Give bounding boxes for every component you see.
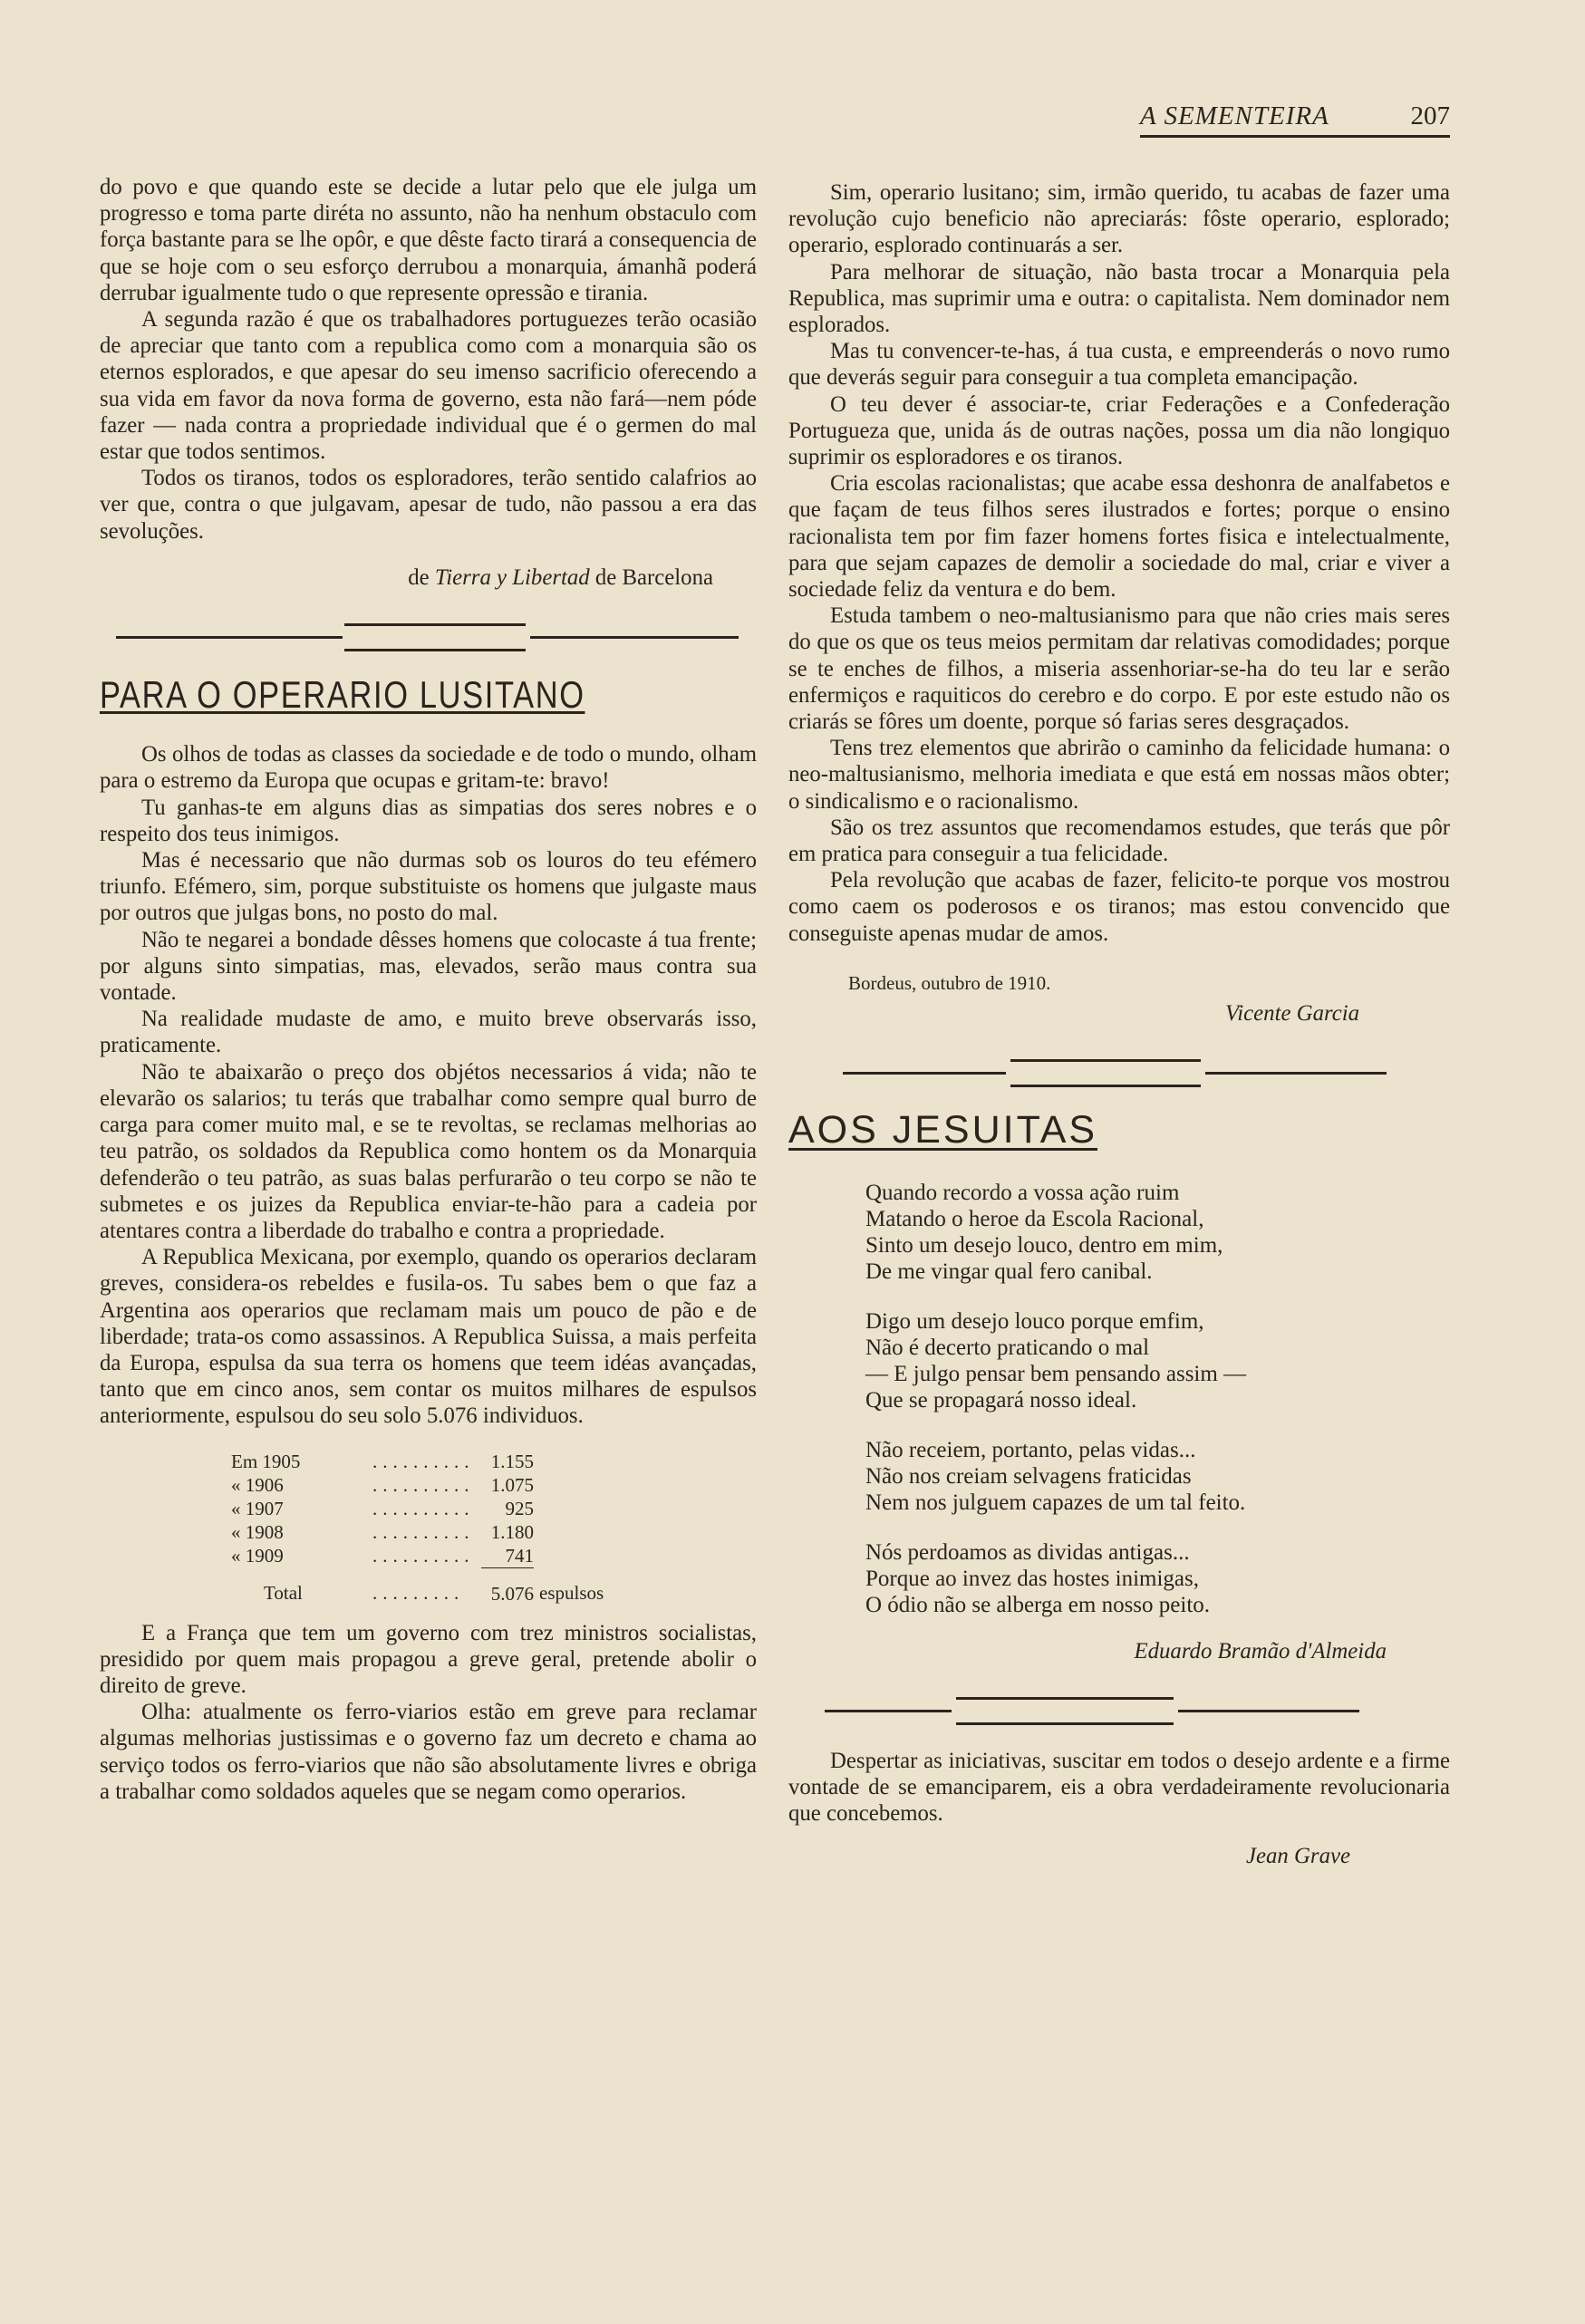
table-row: « 1907 .......... 925 (231, 1497, 534, 1519)
table-total-row: Total ......... 5.076 espulsos (264, 1582, 604, 1605)
article-paragraph: São os trez assuntos que recomendamos estudes, que terás que pôr em pratica para conseguir a tua felicidade. (788, 815, 1450, 867)
article-paragraph: Não te negarei a bondade dêsses homens que colocaste á tua frente; por alguns sinto simpatias, mas, elevados, serão maus contra sua vontade. (100, 927, 757, 1006)
source-credit: de Tierra y Libertad de Barcelona (408, 564, 713, 590)
quote-text: Despertar as iniciativas, suscitar em todos o desejo ardente e a firme vontade de se emanciparem, eis a obra verdadeiramente revolucionaria que concebemos. (788, 1748, 1450, 1827)
section-divider (788, 1056, 1450, 1092)
article-paragraph: Pela revolução que acabas de fazer, felicito-te porque vos mostrou como caem os poderosos e os tiranos; mas estou convencido que conseguiste apenas mudar de amos. (788, 868, 1450, 946)
closing-quote (788, 1748, 1450, 1827)
right-column (788, 179, 1450, 1870)
left-column (100, 174, 757, 1805)
source-name: Tierra y Libertad (434, 564, 590, 590)
article-paragraph: Tu ganhas-te em alguns dias as simpatias dos seres nobres e o respeito dos teus inimigos. (100, 795, 757, 846)
section-divider (788, 1693, 1450, 1730)
article-paragraph: Os olhos de todas as classes da sociedade e de todo o mundo, olham para o estremo da Europa que ocupas e gritam-te: bravo! (100, 742, 757, 794)
expulsion-stats-table (231, 1450, 604, 1606)
article-paragraph: O teu dever é associar-te, criar Federações e a Confederação Portugueza que, unida ás de outras nações, possa um dia não longiquo suprimir os esploradores e os tiranos. (788, 391, 1450, 470)
page-number: 207 (1410, 101, 1450, 130)
table-row: « 1909 .......... 741 (231, 1544, 534, 1567)
article-paragraph: E a França que tem um governo com trez ministros socialistas, presidido por quem mais propagou a greve geral, pretende abolir o direito de greve. (100, 1620, 757, 1698)
article-paragraph: Olha: atualmente os ferro-viarios estão em greve para reclamar algumas melhorias justissimas e o governo faz um decreto e chama ao serviço todos os ferro-viarios que não são absolutamente livres e obriga a trabalhar como soldados aqueles que se negam como operarios. (100, 1700, 757, 1804)
table-row: Em 1905 .......... 1.155 (231, 1450, 534, 1472)
article-paragraph: Mas é necessario que não durmas sob os louros do teu efémero triunfo. Efémero, sim, porque substituiste os homens que julgaste maus por outros que julgas bons, no posto do mal. (100, 848, 757, 926)
poem-stanza: Nós perdoamos as dividas antigas... Porque ao invez das hostes inimigas, O ódio não se alberga em nosso peito. (865, 1539, 1211, 1617)
poem-stanza: Não receiem, portanto, pelas vidas... Não nos creiam selvagens fraticidas Nem nos julguem capazes de um tal feito. (865, 1437, 1246, 1515)
article-author: Vicente Garcia (1224, 1001, 1359, 1027)
poem-stanza: Digo um desejo louco porque emfim, Não é decerto praticando o mal — E julgo pensar bem pensando assim — Que se propagará nosso ideal. (865, 1308, 1247, 1413)
article-paragraph: A Republica Mexicana, por exemplo, quando os operarios declaram greves, considera-os rebeldes e fusila-os. Tu sabes bem o que faz a Argentina aos operarios que reclamam mais um pouco de pão e de liberdade; trata-os como assassinos. A Republica Suissa, a mais perfeita da Europa, espulsa da sua terra os homens que teem idéas avançadas, tanto que em cinco anos, sem contar os muitos milhares de espulsos anteriormente, espulsou do seu solo 5.076 individuos. (100, 1245, 757, 1429)
dateline: Bordeus, outubro de 1910. (848, 971, 1051, 994)
running-header (1140, 101, 1450, 138)
poem (865, 1180, 1450, 1618)
poem-title: AOS JESUITAS (788, 1108, 1098, 1152)
article-title: PARA O OPERARIO LUSITANO (100, 673, 585, 717)
journal-title: A SEMENTEIRA (1140, 101, 1329, 130)
intro-paragraph: A segunda razão é que os trabalhadores portuguezes terão ocasião de apreciar que tanto com a republica como com a monarquia são os eternos esplorados, e que apesar do seu imenso sacrificio oferecendo a sua vida em favor da nova forma de governo, esta não fará—nem póde fazer — nada contra a propriedade individual que é o germen do mal estar que todos sentimos. (100, 307, 757, 465)
article-paragraph: Não te abaixarão o preço dos objétos necessarios á vida; não te elevarão os salarios; tu terás que trabalhar como sempre qual burro de carga para comer muito mal, e se te revoltas, se reclamas melhorias ao teu patrão, os soldados da Republica como hontem os da Monarquia defenderão o teu patrão, as suas balas perfurarão o teu corpo se não te submetes e os juizes da Republica enviar-te-hão para a cadeia por atentares contra a liberdade do trabalho e contra a propriedade. (100, 1059, 757, 1243)
poem-stanza: Quando recordo a vossa ação ruim Matando o heroe da Escola Racional, Sinto um desejo louco, dentro em mim, De me vingar qual fero canibal. (865, 1180, 1223, 1284)
article-paragraph: Sim, operario lusitano; sim, irmão querido, tu acabas de fazer uma revolução cujo beneficio não apreciarás: fôste operario, esplorado; operario, esplorado continuarás a ser. (788, 180, 1450, 258)
table-row: « 1906 .......... 1.075 (231, 1473, 534, 1496)
article-paragraph: Cria escolas racionalistas; que acabe essa deshonra de analfabetos e que façam de teus filhos seres ilustrados e fortes; porque o ensino racionalista tem por fim fazer homens fortes fisica e intelectualmente, para que sejam capazes de demolir a sociedade do mal, criar e viver a sociedade feliz da ventura e do bem. (788, 471, 1450, 603)
poem-author: Eduardo Bramão d'Almeida (1134, 1638, 1387, 1663)
intro-paragraph: do povo e que quando este se decide a lutar pelo que ele julga um progresso e toma parte diréta no assunto, não ha nenhum obstaculo com força bastante para se lhe opôr, e que dêste facto tirará a consequencia de que se hoje com o seu esforço derrubou a monarquia, ámanhã poderá derrubar igualmente tudo o que represente opressão e tirania. (100, 175, 757, 305)
article-paragraph: Tens trez elementos que abrirão o caminho da felicidade humana: o neo-maltusianismo, melhoria imediata e que está em nossas mãos obter; o sindicalismo e o racionalismo. (788, 736, 1450, 814)
intro-paragraph: Todos os tiranos, todos os esploradores, terão sentido calafrios ao ver que, contra o que julgavam, apesar de tudo, não passou a era das sevoluções. (100, 466, 757, 544)
article-paragraph: Para melhorar de situação, não basta trocar a Monarquia pela Republica, mas suprimir uma e outra: o capitalista. Nem dominador nem esplorados. (788, 259, 1450, 338)
table-row: « 1908 .......... 1.180 (231, 1520, 534, 1543)
section-divider (100, 620, 757, 656)
article-paragraph: Na realidade mudaste de amo, e muito breve observarás isso, praticamente. (100, 1007, 757, 1058)
article-paragraph: Estuda tambem o neo-maltusianismo para que não cries mais seres do que os que os teus meios permitam dar relativas comodidades; porque se te enches de filhos, a miseria assenhoriar-se-ha do teu lar e serão enfermiços e raquiticos do cerebro e do corpo. E por este estudo não os criarás se fôres um doente, porque só farias seres desgraçados. (788, 603, 1450, 735)
article-paragraph: Mas tu convencer-te-has, á tua custa, e empreenderás o novo rumo que deverás seguir para conseguir a tua completa emancipação. (788, 339, 1450, 391)
quote-author: Jean Grave (1246, 1844, 1350, 1869)
